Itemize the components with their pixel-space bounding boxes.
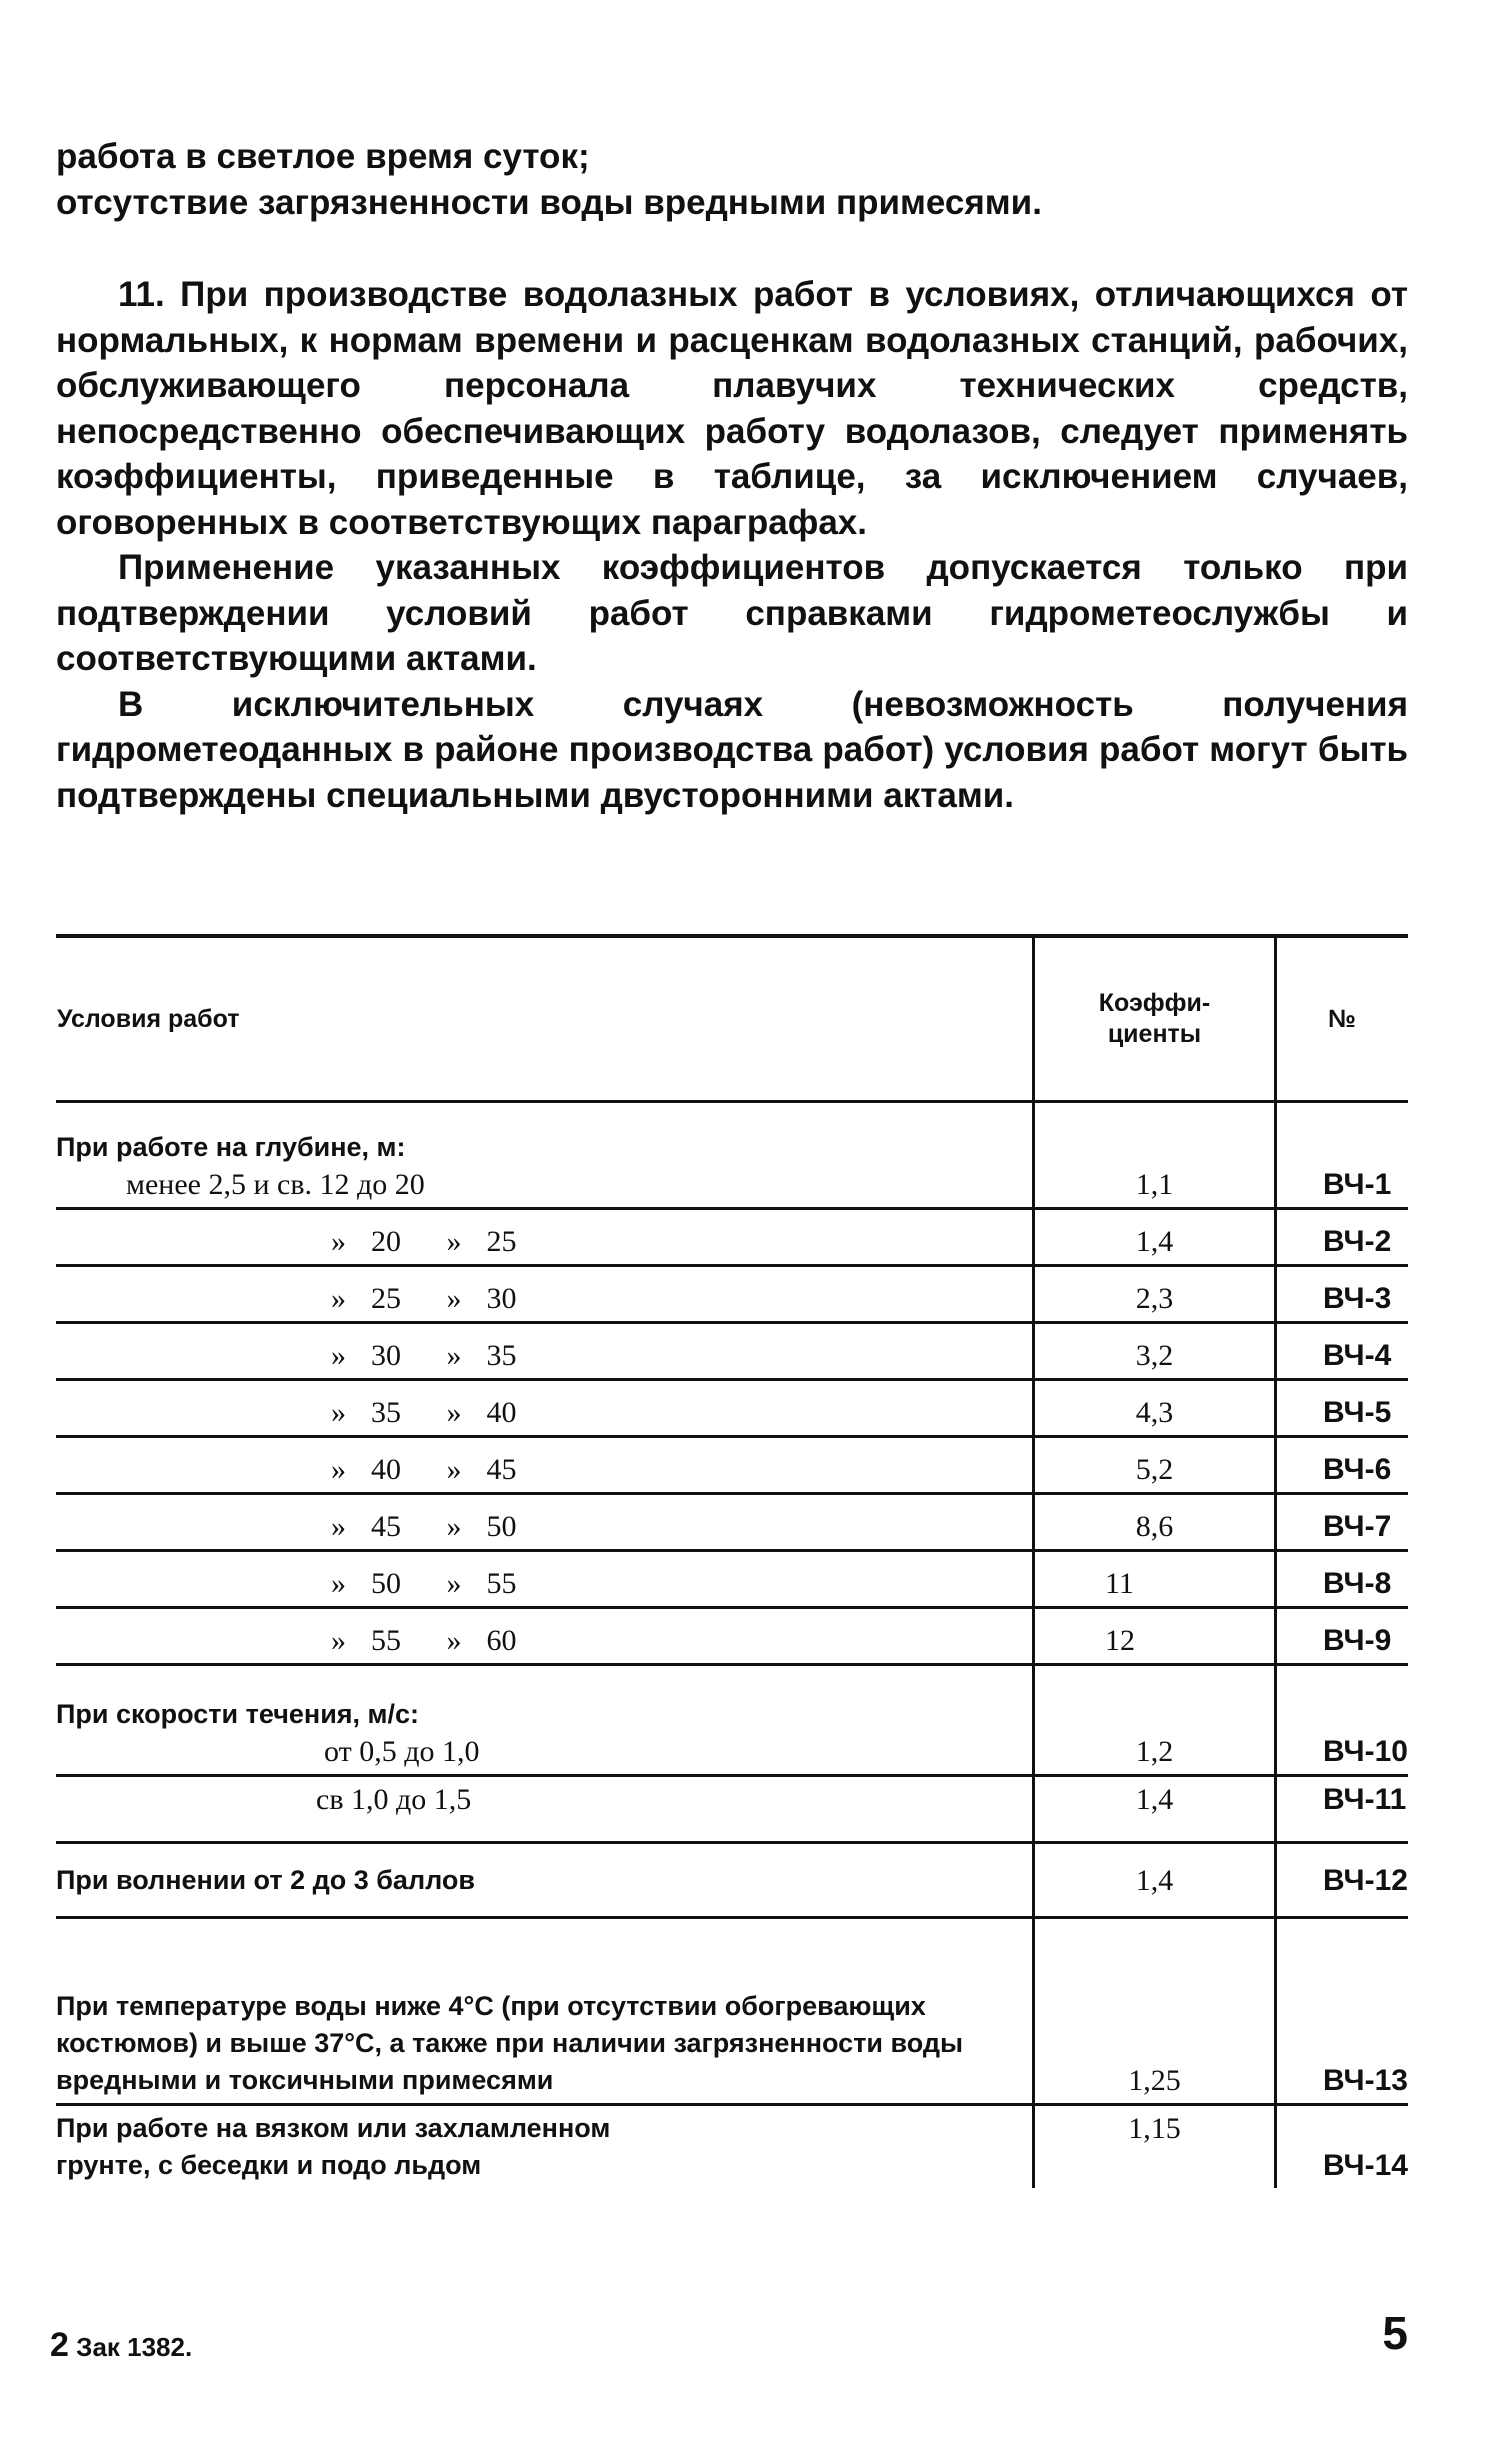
code-cell: ВЧ-13 [1276, 1918, 1408, 2105]
paragraph-exceptional: В исключительных случаях (невозможность получения гидрометеоданных в районе производства работ) условия работ могут быть подтверждены специальными двусторонними актами. [56, 684, 1408, 815]
table-row [56, 1209, 1408, 1266]
code-cell: ВЧ-2 [1276, 1209, 1408, 1266]
header-number: № [1276, 936, 1408, 1102]
depth-range: » 20 » 25 [331, 1225, 517, 1258]
depth-range: » 45 » 50 [331, 1510, 517, 1543]
intro-line: работа в светлое время суток; [56, 137, 590, 176]
code-cell: ВЧ-10 [1276, 1665, 1408, 1776]
code-cell: ВЧ-11 [1276, 1776, 1408, 1843]
header-coefficients-line2: циенты [1107, 1020, 1202, 1048]
code-cell: ВЧ-6 [1276, 1437, 1408, 1494]
depth-range: » 35 » 40 [331, 1396, 517, 1429]
depth-first-condition [56, 1102, 1033, 1209]
coef-cell: 5,2 [1033, 1437, 1275, 1494]
viscous-condition: При работе на вязком или захламленном грунте, с беседки и подо льдом [56, 2113, 611, 2180]
intro-line: отсутствие загрязненности воды вредными примесями. [56, 182, 1042, 222]
table-row [56, 2105, 1408, 2189]
coef-cell: 4,3 [1033, 1380, 1275, 1437]
coef-cell: 1,4 [1033, 1776, 1275, 1843]
waves-condition: При волнении от 2 до 3 баллов [56, 1864, 475, 1895]
code-cell: ВЧ-12 [1276, 1843, 1408, 1918]
code-cell: ВЧ-1 [1276, 1102, 1408, 1209]
current-first-range: от 0,5 до 1,0 [324, 1735, 480, 1768]
table-row [56, 1102, 1408, 1209]
header-coefficients [1033, 936, 1275, 1102]
code-cell: ВЧ-4 [1276, 1323, 1408, 1380]
table-header-row [56, 936, 1408, 1102]
depth-heading: При работе на глубине, м: [56, 1132, 406, 1162]
temperature-condition: При температуре воды ниже 4°С (при отсутствии обогревающих костюмов) и выше 37°С, а также при наличии загрязненности воды вредными и токсичными примесями [56, 1991, 964, 2095]
depth-range: » 25 » 30 [331, 1282, 517, 1315]
order-text: Зак 1382. [76, 2332, 193, 2362]
depth-range: » 40 » 45 [331, 1453, 517, 1486]
current-heading: При скорости течения, м/с: [56, 1699, 420, 1729]
body-paragraphs [56, 272, 1408, 818]
intro-lines [56, 134, 1408, 225]
table-row [56, 1608, 1408, 1665]
header-conditions: Условия работ [56, 936, 1033, 1102]
paragraph-confirmation: Применение указанных коэффициентов допускается только при подтверждении условий работ справками гидрометеослужбы и соответствующими актами. [56, 548, 1408, 678]
coef-cell: 2,3 [1033, 1266, 1275, 1323]
coef-cell: 1,2 [1033, 1665, 1275, 1776]
depth-first-range: менее 2,5 и св. 12 до 20 [126, 1168, 425, 1201]
code-cell: ВЧ-8 [1276, 1551, 1408, 1608]
current-first-condition [56, 1665, 1033, 1776]
table-row [56, 1843, 1408, 1918]
page-number: 5 [1382, 2307, 1408, 2359]
code-cell: ВЧ-9 [1276, 1608, 1408, 1665]
depth-range: » 30 » 35 [331, 1339, 517, 1372]
table-row [56, 1665, 1408, 1776]
table-row [56, 1494, 1408, 1551]
depth-range: » 50 » 55 [331, 1567, 517, 1600]
coef-cell: 11 [1033, 1551, 1275, 1608]
coef-cell: 1,25 [1033, 1918, 1275, 2105]
coef-cell: 1,4 [1033, 1209, 1275, 1266]
paragraph-11: 11. При производстве водолазных работ в условиях, отличающихся от нормальных, к нормам времени и расценкам водолазных станций, рабочих, обслуживающего персонала плавучих технических средств, непосредственно обеспечивающих работу водолазов, следует применять коэффициенты, приведенные в таблице, за исключением случаев, оговоренных в соответствующих параграфах. [56, 275, 1408, 542]
table-row [56, 1551, 1408, 1608]
code-cell: ВЧ-7 [1276, 1494, 1408, 1551]
coef-cell: 3,2 [1033, 1323, 1275, 1380]
order-number-digit: 2 [50, 2326, 69, 2364]
header-coefficients-line1: Коэффи- [1098, 989, 1211, 1017]
coef-cell: 8,6 [1033, 1494, 1275, 1551]
depth-range: » 55 » 60 [331, 1624, 517, 1657]
table-row [56, 1323, 1408, 1380]
table-row [56, 1918, 1408, 2105]
coefficients-table [56, 934, 1408, 2188]
coef-cell: 1,15 [1033, 2105, 1275, 2189]
coef-cell: 1,4 [1033, 1843, 1275, 1918]
table-row [56, 1266, 1408, 1323]
code-cell: ВЧ-5 [1276, 1380, 1408, 1437]
order-number [50, 2326, 192, 2365]
coef-cell: 1,1 [1033, 1102, 1275, 1209]
table-row [56, 1380, 1408, 1437]
code-cell: ВЧ-3 [1276, 1266, 1408, 1323]
code-cell: ВЧ-14 [1276, 2105, 1408, 2189]
table-row [56, 1437, 1408, 1494]
coef-cell: 12 [1033, 1608, 1275, 1665]
current-second-condition: св 1,0 до 1,5 [316, 1783, 472, 1816]
table-row [56, 1776, 1408, 1843]
